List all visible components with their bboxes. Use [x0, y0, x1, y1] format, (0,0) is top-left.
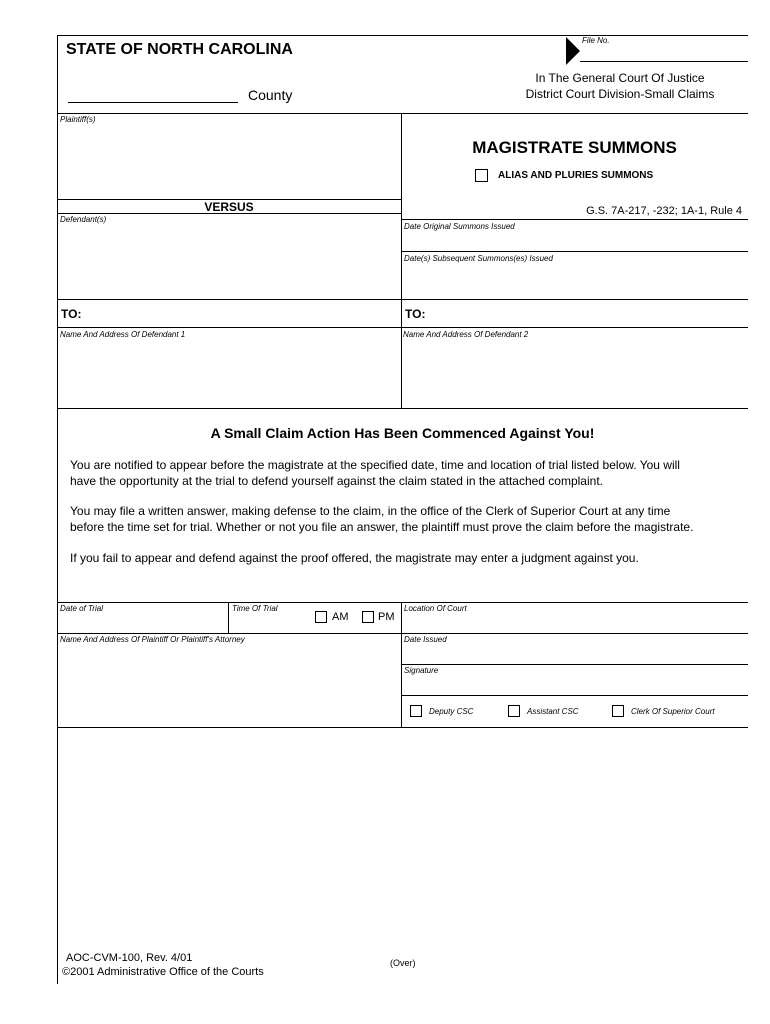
versus-bottom-line — [57, 213, 401, 214]
to-label-2: TO: — [405, 307, 426, 321]
date-issued-bottom-line — [401, 664, 748, 665]
copyright-line: ©2001 Administrative Office of the Courts — [62, 966, 264, 978]
alias-pluries-checkbox[interactable] — [475, 169, 488, 182]
pm-label: PM — [378, 611, 395, 623]
date-original-label: Date Original Summons Issued — [404, 222, 515, 231]
state-title: STATE OF NORTH CAROLINA — [66, 41, 293, 58]
notice-p1-line2: have the opportunity at the trial to defend yourself against the claim stated in the attached complaint. — [70, 474, 603, 488]
statute-bottom-line — [401, 219, 748, 220]
clerk-superior-label: Clerk Of Superior Court — [631, 707, 715, 716]
court-line-2: District Court Division-Small Claims — [525, 87, 715, 101]
notice-paragraph-3: If you fail to appear and defend against the proof offered, the magistrate may enter a judgment against you. — [70, 551, 639, 565]
assistant-csc-label: Assistant CSC — [527, 707, 579, 716]
to-label-1: TO: — [61, 307, 82, 321]
notice-paragraph-1 — [70, 457, 750, 489]
file-no-label: File No. — [582, 36, 610, 45]
plaintiff-attorney-label: Name And Address Of Plaintiff Or Plaintiff's Attorney — [60, 635, 245, 644]
time-of-trial-label: Time Of Trial — [232, 604, 278, 613]
date-time-divider — [228, 602, 229, 633]
notice-p2-line2: before the time set for trial. Whether or not you file an answer, the plaintiff must prove the claim before the magistrate. — [70, 520, 694, 534]
signature-label: Signature — [404, 666, 439, 675]
am-checkbox[interactable] — [315, 611, 327, 623]
date-subsequent-label: Date(s) Subsequent Summons(es) Issued — [404, 254, 553, 263]
versus-label: VERSUS — [204, 200, 254, 214]
defendant-label: Defendant(s) — [60, 215, 107, 224]
left-border — [57, 35, 58, 984]
location-of-court-label: Location Of Court — [404, 604, 467, 613]
clerk-superior-checkbox[interactable] — [612, 705, 624, 717]
trial-section-bottom — [57, 727, 748, 728]
date-original-bottom-line — [401, 251, 748, 252]
date-of-trial-label: Date of Trial — [60, 604, 103, 613]
top-border — [57, 35, 748, 36]
party-block-top — [57, 113, 748, 114]
over-label: (Over) — [390, 958, 416, 968]
notice-paragraph-2 — [70, 503, 750, 535]
notice-heading: A Small Claim Action Has Been Commenced Against You! — [210, 425, 595, 441]
assistant-csc-checkbox[interactable] — [508, 705, 520, 717]
am-label: AM — [332, 611, 349, 623]
form-number: AOC-CVM-100, Rev. 4/01 — [66, 952, 193, 964]
alias-pluries-label: ALIAS AND PLURIES SUMMONS — [498, 170, 654, 181]
notice-p1-line1: You are notified to appear before the magistrate at the specified date, time and location of trial listed below. You will — [70, 458, 680, 472]
to-label-bottom-line — [57, 327, 748, 328]
file-no-arrow-icon — [565, 36, 581, 66]
trial-section-top — [57, 602, 748, 603]
plaintiff-label: Plaintiff(s) — [60, 115, 96, 124]
court-line-1: In The General Court Of Justice — [535, 71, 705, 85]
to-section-top — [57, 299, 748, 300]
statute-reference: G.S. 7A-217, -232; 1A-1, Rule 4 — [586, 205, 742, 217]
notice-p2-line1: You may file a written answer, making defense to the claim, in the office of the Clerk of Superior Court at any time — [70, 504, 671, 518]
file-no-line — [580, 61, 748, 62]
defendant-1-label: Name And Address Of Defendant 1 — [60, 330, 186, 339]
deputy-csc-label: Deputy CSC — [429, 707, 474, 716]
county-label: County — [248, 87, 293, 103]
defendant-2-label: Name And Address Of Defendant 2 — [403, 330, 529, 339]
county-blank-line — [68, 102, 238, 103]
date-issued-label: Date Issued — [404, 635, 447, 644]
pm-checkbox[interactable] — [362, 611, 374, 623]
trial-row-line-1 — [57, 633, 748, 634]
deputy-csc-checkbox[interactable] — [410, 705, 422, 717]
signature-bottom-line — [401, 695, 748, 696]
magistrate-summons-title: MAGISTRATE SUMMONS — [472, 138, 677, 157]
to-section-bottom — [57, 408, 748, 409]
